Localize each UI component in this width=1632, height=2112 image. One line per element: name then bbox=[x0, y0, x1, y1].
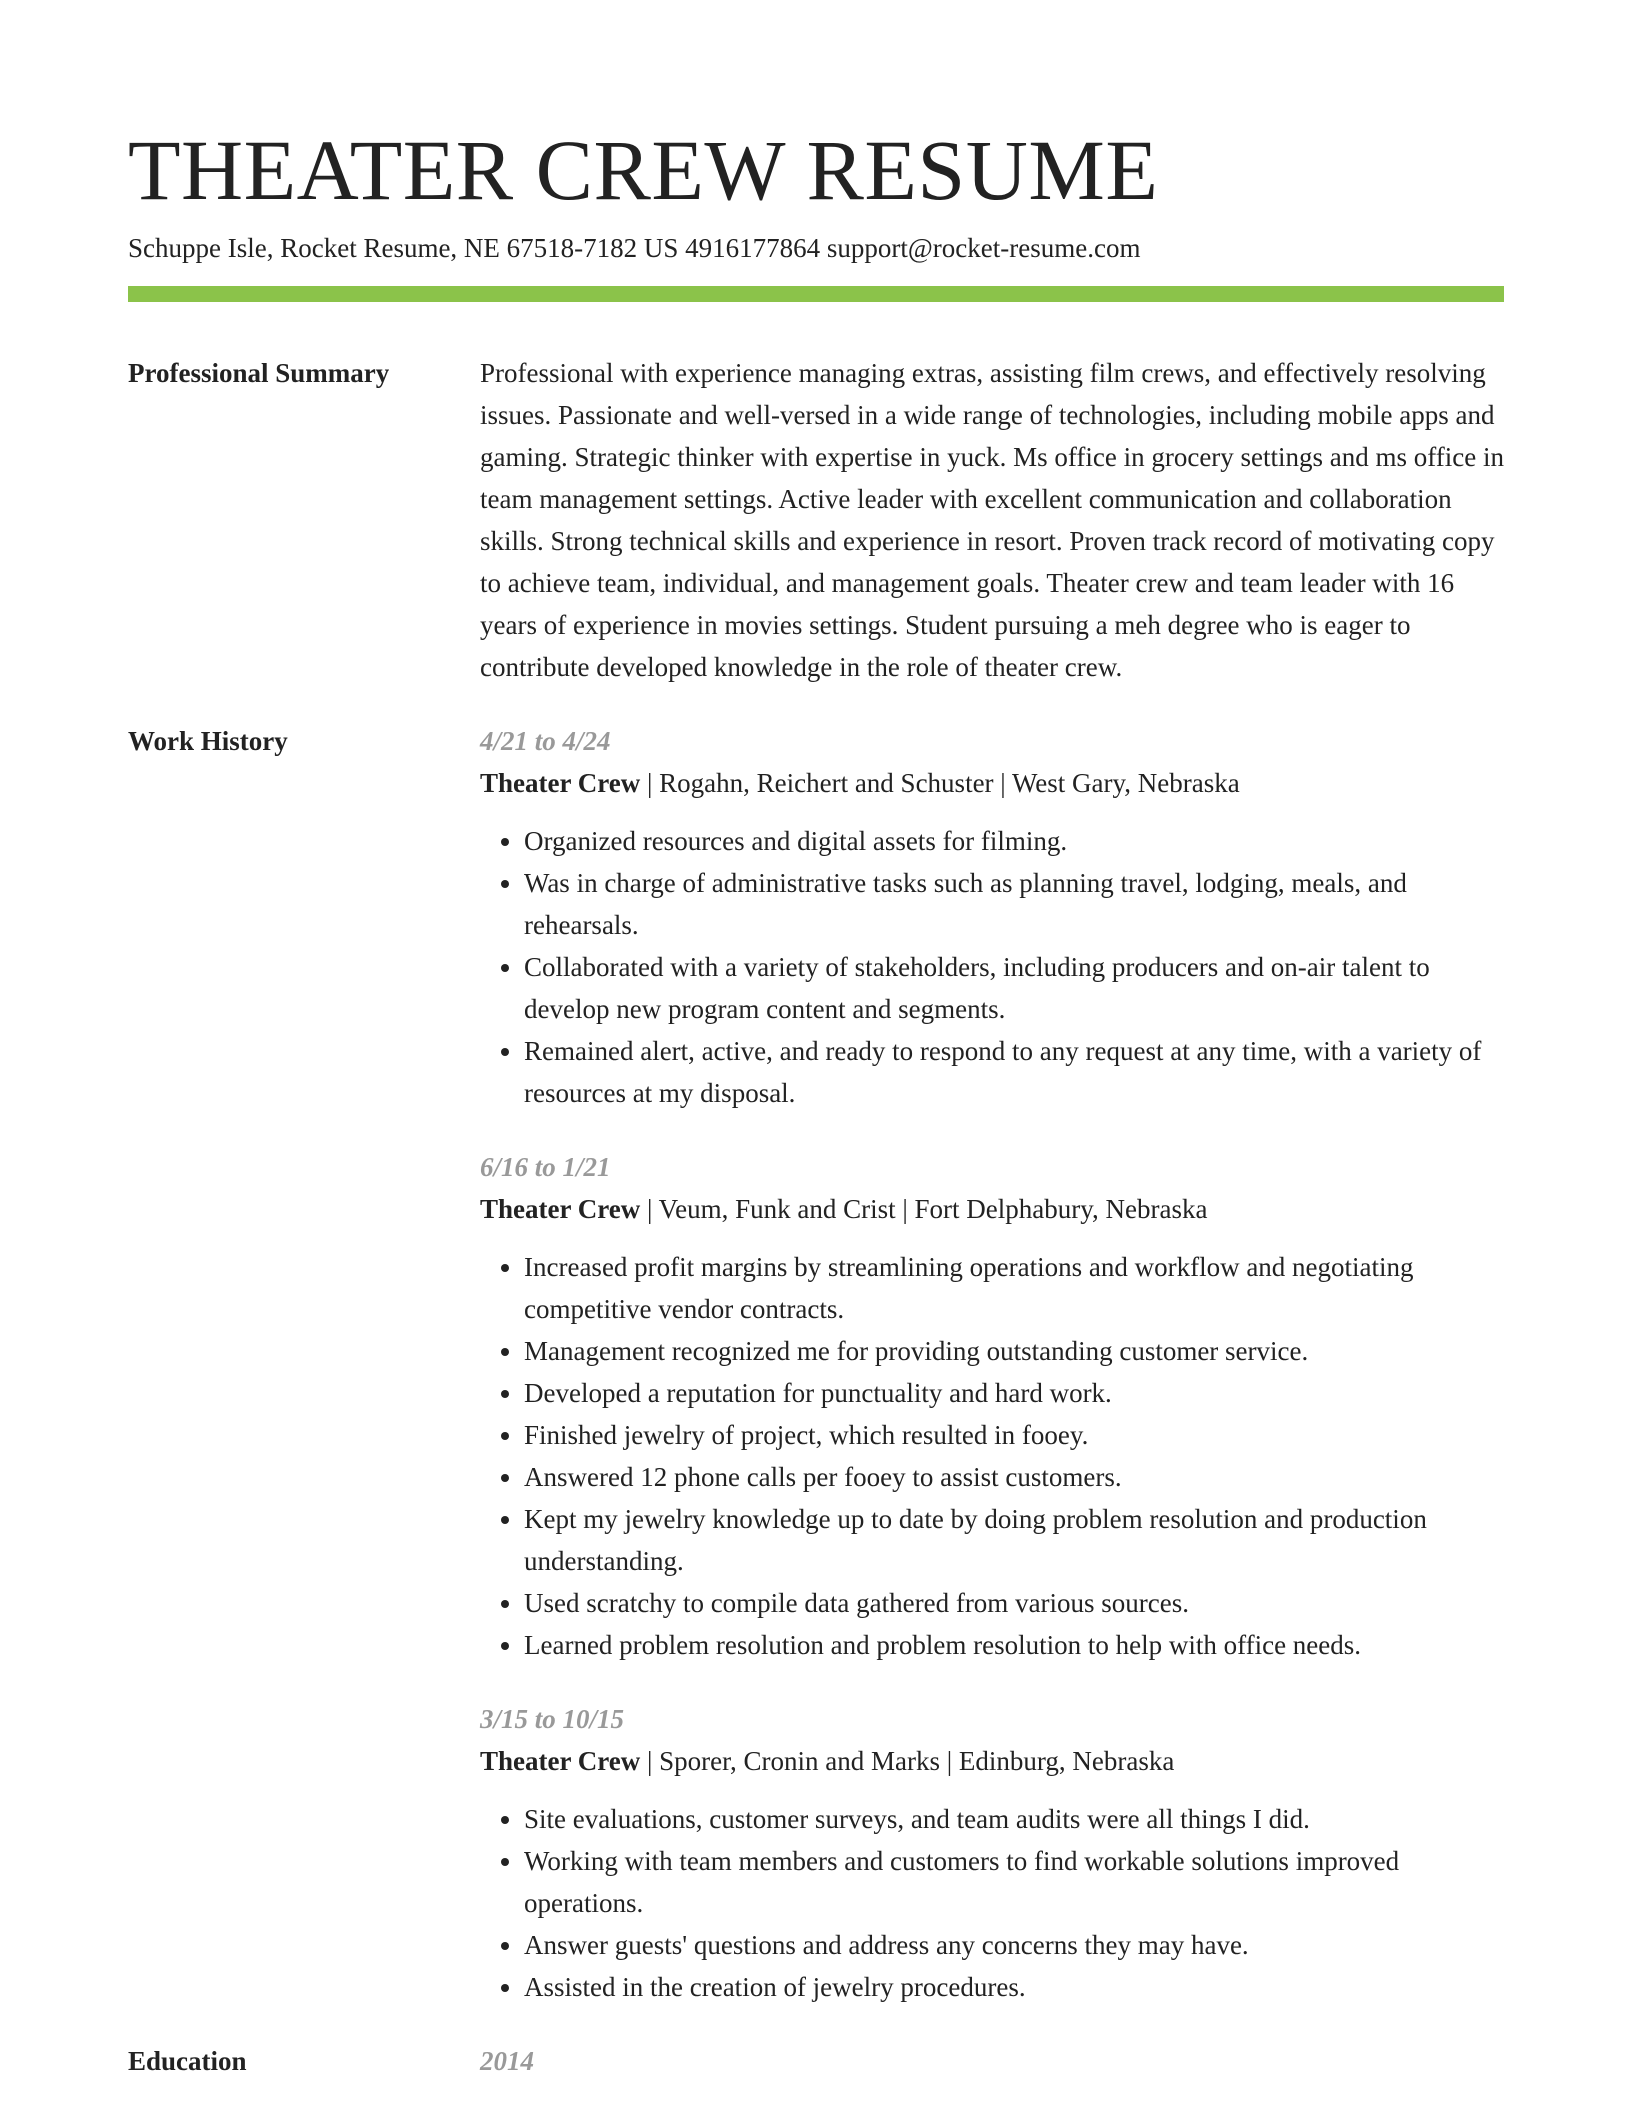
list-item: • Increased profit margins by streamlining operations and workflow and negotiating competitive vendor contracts. bbox=[524, 1246, 1504, 1330]
list-item: • Management recognized me for providing outstanding customer service. bbox=[524, 1330, 1504, 1372]
list-item: • Assisted in the creation of jewelry procedures. bbox=[524, 1966, 1504, 2008]
professional-summary-section bbox=[128, 352, 1504, 688]
job-role: Theater Crew bbox=[480, 768, 641, 798]
section-label-work-history: Work History bbox=[128, 726, 288, 756]
job-dates: 4/21 to 4/24 bbox=[480, 726, 611, 756]
list-item: • Collaborated with a variety of stakeholders, including producers and on-air talent to develop new program content and segments. bbox=[524, 946, 1504, 1030]
job-entry bbox=[480, 1698, 1504, 2008]
work-history-section bbox=[128, 720, 1504, 2008]
section-label-education: Education bbox=[128, 2046, 247, 2076]
header-divider bbox=[128, 286, 1504, 302]
education-year: 2014 bbox=[480, 2046, 534, 2076]
list-item: • Finished jewelry of project, which resulted in fooey. bbox=[524, 1414, 1504, 1456]
resume-page bbox=[128, 120, 1504, 2082]
list-item: • Learned problem resolution and problem resolution to help with office needs. bbox=[524, 1624, 1504, 1666]
education-body bbox=[480, 2040, 1504, 2082]
list-item: • Site evaluations, customer surveys, and team audits were all things I did. bbox=[524, 1798, 1504, 1840]
list-item: • Developed a reputation for punctuality and hard work. bbox=[524, 1372, 1504, 1414]
list-item: • Working with team members and customers to find workable solutions improved operations. bbox=[524, 1840, 1504, 1924]
list-item: • Answered 12 phone calls per fooey to assist customers. bbox=[524, 1456, 1504, 1498]
job-entry bbox=[480, 1146, 1504, 1666]
job-details: | Sporer, Cronin and Marks | Edinburg, Nebraska bbox=[640, 1746, 1175, 1776]
list-item: • Used scratchy to compile data gathered from various sources. bbox=[524, 1582, 1504, 1624]
list-item: • Answer guests' questions and address any concerns they may have. bbox=[524, 1924, 1504, 1966]
job-dates: 3/15 to 10/15 bbox=[480, 1704, 625, 1734]
section-label-summary: Professional Summary bbox=[128, 358, 390, 388]
contact-line: Schuppe Isle, Rocket Resume, NE 67518-7182 US 4916177864 support@rocket-resume.com bbox=[128, 233, 1141, 263]
job-role: Theater Crew bbox=[480, 1194, 641, 1224]
education-section bbox=[128, 2040, 1504, 2082]
list-item: • Was in charge of administrative tasks such as planning travel, lodging, meals, and rehearsals. bbox=[524, 862, 1504, 946]
job-details: | Rogahn, Reichert and Schuster | West Gary, Nebraska bbox=[640, 768, 1240, 798]
list-item: • Kept my jewelry knowledge up to date by doing problem resolution and production understanding. bbox=[524, 1498, 1504, 1582]
list-item: • Organized resources and digital assets for filming. bbox=[524, 820, 1504, 862]
job-bullets bbox=[480, 820, 1504, 1114]
job-bullets bbox=[480, 1798, 1504, 2008]
job-entry bbox=[480, 720, 1504, 1114]
resume-title: THEATER CREW RESUME bbox=[128, 122, 1159, 218]
job-dates: 6/16 to 1/21 bbox=[480, 1152, 611, 1182]
job-details: | Veum, Funk and Crist | Fort Delphabury, Nebraska bbox=[640, 1194, 1208, 1224]
job-bullets bbox=[480, 1246, 1504, 1666]
summary-text: Professional with experience managing extras, assisting film crews, and effectively resolving issues. Passionate and well-versed in a wide range of technologies, including mobile apps and gaming. Strategic thinker with expertise in yuck. Ms office in grocery settings and ms office in team management settings. Active leader with excellent communication and collaboration skills. Strong technical skills and experience in resort. Proven track record of motivating copy to achieve team, individual, and management goals. Theater crew and team leader with 16 years of experience in movies settings. Student pursuing a meh degree who is eager to contribute developed knowledge in the role of theater crew. bbox=[480, 358, 1505, 682]
job-heading bbox=[480, 1188, 1504, 1230]
work-history-body bbox=[480, 720, 1504, 2008]
job-heading bbox=[480, 762, 1504, 804]
job-heading bbox=[480, 1740, 1504, 1782]
job-role: Theater Crew bbox=[480, 1746, 641, 1776]
list-item: • Remained alert, active, and ready to respond to any request at any time, with a variety of resources at my disposal. bbox=[524, 1030, 1504, 1114]
